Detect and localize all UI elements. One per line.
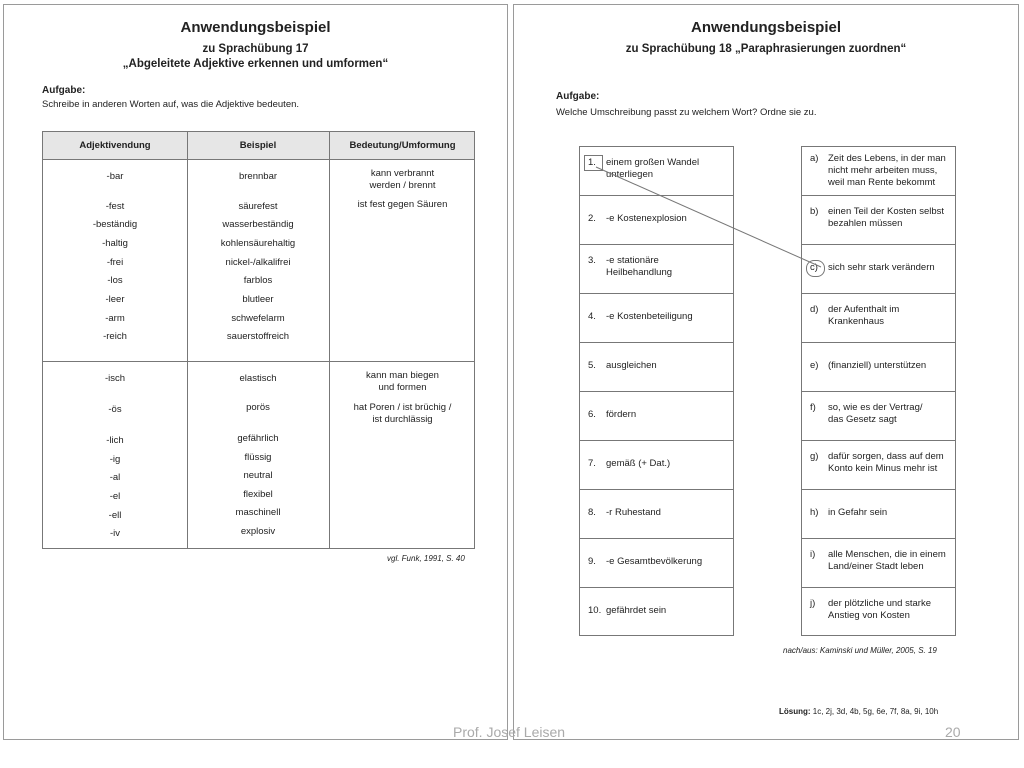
ending-cell: -reich (103, 331, 127, 342)
ending-cell: -ig (109, 454, 121, 465)
meaning-cell: werden / brennt (369, 180, 436, 191)
word-number: 3. (588, 255, 596, 266)
example-cell: wasserbeständig (222, 219, 294, 230)
header-adjektivendung: Adjektivendung (79, 140, 151, 151)
paraphrase-text: das Gesetz sagt (828, 414, 897, 425)
meaning-cell: kann man biegen (366, 370, 439, 381)
example-cell: elastisch (239, 373, 277, 384)
meaning-cell: ist fest gegen Säuren (357, 199, 448, 210)
word-number: 8. (588, 507, 596, 518)
paraphrase-text: (finanziell) unterstützen (828, 360, 927, 371)
ending-cell: -bar (106, 171, 124, 182)
word-number: 9. (588, 556, 596, 567)
word-text: -e Kostenbeteiligung (606, 311, 693, 322)
word-text: -e stationäre (606, 255, 659, 266)
paraphrase-letter: i) (810, 549, 816, 560)
meaning-cell: kann verbrannt (370, 168, 435, 179)
word-number: 6. (588, 409, 596, 420)
left-task-text: Schreibe in anderen Worten auf, was die Adjektive bedeuten. (42, 99, 300, 110)
word-number: 4. (588, 311, 596, 322)
paraphrase-text: in Gefahr sein (828, 507, 888, 518)
word-text: ausgleichen (606, 360, 657, 371)
word-number: 1. (588, 157, 596, 168)
left-subtitle-1: zu Sprachübung 17 (202, 43, 309, 55)
left-subtitle-2: „Abgeleitete Adjektive erkennen und umformen“ (122, 58, 389, 70)
right-task-label: Aufgabe: (556, 91, 600, 102)
ending-cell: -ös (108, 404, 122, 415)
connector-1-c (596, 167, 821, 267)
paraphrase-text: der plötzliche und starke (828, 598, 931, 609)
ending-cell: -el (109, 491, 121, 502)
example-cell: brennbar (238, 171, 278, 182)
word-text: Heilbehandlung (606, 267, 673, 278)
ending-cell: -arm (105, 313, 125, 324)
example-cell: kohlensäurehaltig (220, 238, 296, 249)
ending-cell: -beständig (92, 219, 138, 230)
paraphrase-text: Krankenhaus (828, 316, 884, 327)
example-cell: maschinell (235, 507, 281, 518)
ending-cell: -al (109, 472, 121, 483)
word-text: unterliegen (606, 169, 654, 180)
ending-cell: -iv (109, 528, 121, 539)
ending-cell: -frei (106, 257, 124, 268)
word-text: fördern (606, 409, 637, 420)
paraphrase-letter: h) (810, 507, 819, 518)
paraphrase-text: weil man Rente bekommt (828, 177, 936, 188)
example-cell: gefährlich (237, 433, 279, 444)
left-title: Anwendungsbeispiel (180, 19, 331, 36)
paraphrase-text: sich sehr stark verändern (828, 262, 935, 273)
paraphrase-text: bezahlen müssen (828, 218, 903, 229)
right-source-citation: nach/aus: Kaminski und Müller, 2005, S. 19 (783, 646, 937, 655)
paraphrase-text: dafür sorgen, dass auf dem (828, 451, 944, 462)
header-bedeutung: Bedeutung/Umformung (349, 140, 456, 151)
example-cell: porös (246, 402, 270, 413)
paraphrase-text: Anstieg von Kosten (828, 610, 910, 621)
footer-author: Prof. Josef Leisen (453, 724, 566, 740)
word-text: einem großen Wandel (606, 157, 700, 168)
ending-cell: -isch (104, 373, 126, 384)
ending-cell: -lich (106, 435, 124, 446)
paraphrase-text: so, wie es der Vertrag/ (828, 402, 923, 413)
paraphrase-letter: a) (810, 153, 819, 164)
meaning-cell: und formen (378, 382, 427, 393)
solution-text: 1c, 2j, 3d, 4b, 5g, 6e, 7f, 8a, 9i, 10h (812, 707, 939, 716)
footer-page-number: 20 (945, 724, 961, 740)
example-cell: flüssig (244, 452, 272, 463)
example-cell: sauerstoffreich (226, 331, 290, 342)
paraphrase-text: Land/einer Stadt leben (828, 561, 924, 572)
example-cell: blutleer (242, 294, 274, 305)
solution-label: Lösung: (779, 707, 811, 716)
header-beispiel: Beispiel (239, 140, 277, 151)
word-text: -e Gesamtbevölkerung (606, 556, 703, 567)
word-text: -r Ruhestand (606, 507, 661, 518)
ending-cell: -haltig (102, 238, 128, 249)
right-task-text: Welche Umschreibung passt zu welchem Wort? Ordne sie zu. (556, 107, 817, 118)
example-cell: säurefest (238, 201, 278, 212)
paraphrase-text: Konto kein Minus mehr ist (828, 463, 938, 474)
right-title: Anwendungsbeispiel (690, 19, 841, 36)
word-number: 7. (588, 458, 596, 469)
paraphrase-letter: j) (810, 598, 816, 609)
ending-cell: -ell (108, 510, 122, 521)
example-cell: flexibel (243, 489, 273, 500)
paraphrase-text: nicht mehr arbeiten muss, (828, 165, 938, 176)
ending-cell: -leer (105, 294, 125, 305)
example-cell: nickel-/alkalifrei (225, 257, 291, 268)
example-cell: schwefelarm (231, 313, 285, 324)
example-cell: neutral (243, 470, 273, 481)
word-number: 2. (588, 213, 596, 224)
paraphrase-text: Zeit des Lebens, in der man (828, 153, 946, 164)
paraphrase-text: einen Teil der Kosten selbst (828, 206, 945, 217)
left-task-label: Aufgabe: (42, 85, 86, 96)
left-source-citation: vgl. Funk, 1991, S. 40 (387, 554, 465, 563)
meaning-cell: hat Poren / ist brüchig / (353, 402, 452, 413)
ending-cell: -los (107, 275, 123, 286)
paraphrase-letter: f) (810, 402, 816, 413)
example-cell: farblos (243, 275, 273, 286)
paraphrase-text: der Aufenthalt im (828, 304, 900, 315)
paraphrase-letter: g) (810, 451, 819, 462)
word-number: 5. (588, 360, 596, 371)
word-text: gemäß (+ Dat.) (606, 458, 671, 469)
paraphrase-letter: b) (810, 206, 819, 217)
paraphrase-text: alle Menschen, die in einem (828, 549, 946, 560)
word-number: 10. (588, 605, 602, 616)
word-text: gefährdet sein (606, 605, 667, 616)
example-cell: explosiv (240, 526, 276, 537)
meaning-cell: ist durchlässig (372, 414, 433, 425)
paraphrase-letter: c) (810, 262, 818, 273)
right-subtitle: zu Sprachübung 18 „Paraphrasierungen zuordnen“ (625, 43, 907, 55)
word-text: -e Kostenexplosion (606, 213, 687, 224)
ending-cell: -fest (105, 201, 125, 212)
paraphrase-letter: d) (810, 304, 819, 315)
paraphrase-letter: e) (810, 360, 819, 371)
